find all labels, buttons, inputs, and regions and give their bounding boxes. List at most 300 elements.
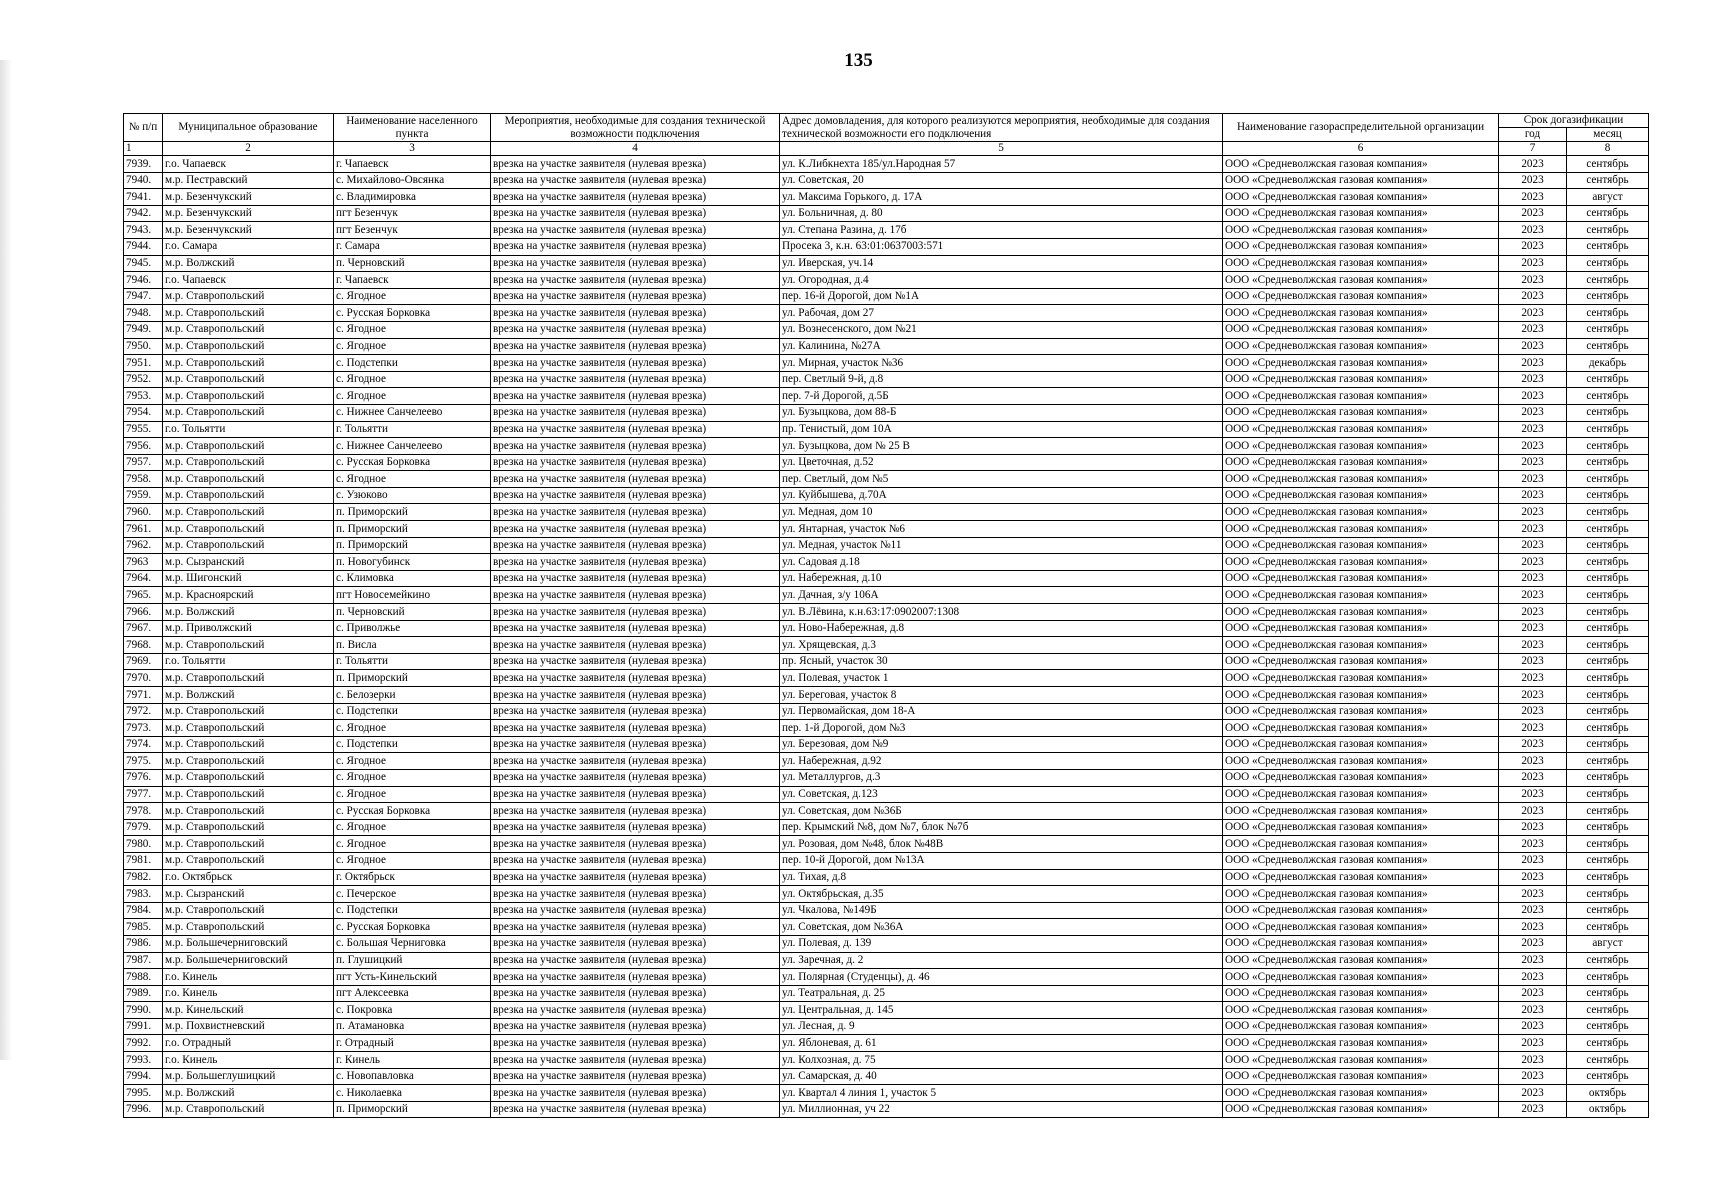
month-cell: сентябрь: [1567, 1052, 1649, 1069]
municipality-cell: м.р. Безенчукский: [163, 189, 334, 206]
month-cell: сентябрь: [1567, 487, 1649, 504]
organization-cell: ООО «Средневолжская газовая компания»: [1223, 321, 1499, 338]
scan-edge-shadow: [0, 60, 12, 1060]
gasification-table: [123, 113, 1649, 1118]
address-cell: ул. Первомайская, дом 18-А: [780, 703, 1223, 720]
municipality-cell: м.р. Ставропольский: [163, 438, 334, 455]
row-number: 7949.: [124, 321, 163, 338]
settlement-cell: п. Приморский: [334, 537, 491, 554]
row-number: 7972.: [124, 703, 163, 720]
settlement-cell: пгт Усть-Кинельский: [334, 969, 491, 986]
address-cell: ул. Металлургов, д.3: [780, 769, 1223, 786]
organization-cell: ООО «Средневолжская газовая компания»: [1223, 421, 1499, 438]
municipality-cell: м.р. Ставропольский: [163, 670, 334, 687]
column-number: 4: [491, 142, 780, 156]
organization-cell: ООО «Средневолжская газовая компания»: [1223, 852, 1499, 869]
measure-cell: врезка на участке заявителя (нулевая врезка): [491, 985, 780, 1002]
settlement-cell: пгт Безенчук: [334, 205, 491, 222]
page-number: 135: [844, 50, 873, 71]
row-number: 7967.: [124, 620, 163, 637]
month-cell: август: [1567, 935, 1649, 952]
municipality-cell: м.р. Ставропольский: [163, 454, 334, 471]
municipality-cell: м.р. Волжский: [163, 1085, 334, 1102]
month-cell: сентябрь: [1567, 620, 1649, 637]
measure-cell: врезка на участке заявителя (нулевая врезка): [491, 404, 780, 421]
settlement-cell: с. Михайлово-Овсянка: [334, 172, 491, 189]
organization-cell: ООО «Средневолжская газовая компания»: [1223, 736, 1499, 753]
year-cell: 2023: [1499, 886, 1567, 903]
table-row: [124, 703, 1649, 720]
settlement-cell: с. Покровка: [334, 1002, 491, 1019]
municipality-cell: м.р. Большеглушицкий: [163, 1068, 334, 1085]
measure-cell: врезка на участке заявителя (нулевая врезка): [491, 554, 780, 571]
settlement-cell: с. Ягодное: [334, 321, 491, 338]
month-cell: сентябрь: [1567, 803, 1649, 820]
organization-cell: ООО «Средневолжская газовая компания»: [1223, 670, 1499, 687]
organization-cell: ООО «Средневолжская газовая компания»: [1223, 371, 1499, 388]
settlement-cell: с. Новопавловка: [334, 1068, 491, 1085]
year-cell: 2023: [1499, 670, 1567, 687]
month-cell: август: [1567, 189, 1649, 206]
address-cell: пер. 1-й Дорогой, дом №3: [780, 720, 1223, 737]
measure-cell: врезка на участке заявителя (нулевая врезка): [491, 454, 780, 471]
address-cell: ул. Береговая, участок 8: [780, 687, 1223, 704]
year-cell: 2023: [1499, 736, 1567, 753]
measure-cell: врезка на участке заявителя (нулевая врезка): [491, 687, 780, 704]
measure-cell: врезка на участке заявителя (нулевая врезка): [491, 952, 780, 969]
measure-cell: врезка на участке заявителя (нулевая врезка): [491, 471, 780, 488]
organization-cell: ООО «Средневолжская газовая компания»: [1223, 537, 1499, 554]
table-row: [124, 421, 1649, 438]
year-cell: 2023: [1499, 653, 1567, 670]
organization-cell: ООО «Средневолжская газовая компания»: [1223, 803, 1499, 820]
address-cell: пер. 7-й Дорогой, д.5Б: [780, 388, 1223, 405]
year-cell: 2023: [1499, 836, 1567, 853]
measure-cell: врезка на участке заявителя (нулевая врезка): [491, 969, 780, 986]
address-cell: ул. Лесная, д. 9: [780, 1018, 1223, 1035]
header-deadline: Срок догазификации: [1499, 114, 1649, 128]
table-row: [124, 769, 1649, 786]
month-cell: сентябрь: [1567, 272, 1649, 289]
row-number: 7948.: [124, 305, 163, 322]
organization-cell: ООО «Средневолжская газовая компания»: [1223, 156, 1499, 173]
year-cell: 2023: [1499, 1002, 1567, 1019]
header-month: месяц: [1567, 128, 1649, 142]
municipality-cell: м.р. Ставропольский: [163, 753, 334, 770]
organization-cell: ООО «Средневолжская газовая компания»: [1223, 902, 1499, 919]
address-cell: ул. Янтарная, участок №6: [780, 521, 1223, 538]
address-cell: ул. Заречная, д. 2: [780, 952, 1223, 969]
organization-cell: ООО «Средневолжская газовая компания»: [1223, 604, 1499, 621]
measure-cell: врезка на участке заявителя (нулевая врезка): [491, 753, 780, 770]
column-number: 3: [334, 142, 491, 156]
municipality-cell: м.р. Ставропольский: [163, 836, 334, 853]
table-row: [124, 156, 1649, 173]
table-row: [124, 753, 1649, 770]
settlement-cell: с. Большая Черниговка: [334, 935, 491, 952]
year-cell: 2023: [1499, 803, 1567, 820]
organization-cell: ООО «Средневолжская газовая компания»: [1223, 637, 1499, 654]
address-cell: ул. Советская, д.123: [780, 786, 1223, 803]
table-row: [124, 521, 1649, 538]
year-cell: 2023: [1499, 421, 1567, 438]
settlement-cell: пгт Безенчук: [334, 222, 491, 239]
row-number: 7980.: [124, 836, 163, 853]
table-row: [124, 471, 1649, 488]
municipality-cell: м.р. Большечерниговский: [163, 952, 334, 969]
settlement-cell: пгт Алексеевка: [334, 985, 491, 1002]
year-cell: 2023: [1499, 620, 1567, 637]
column-number: 6: [1223, 142, 1499, 156]
settlement-cell: г. Чапаевск: [334, 272, 491, 289]
month-cell: сентябрь: [1567, 786, 1649, 803]
address-cell: ул. Советская, дом №36Б: [780, 803, 1223, 820]
settlement-cell: с. Узюково: [334, 487, 491, 504]
address-cell: ул. Чкалова, №149Б: [780, 902, 1223, 919]
address-cell: пер. 16-й Дорогой, дом №1А: [780, 288, 1223, 305]
municipality-cell: м.р. Ставропольский: [163, 637, 334, 654]
month-cell: сентябрь: [1567, 653, 1649, 670]
municipality-cell: м.р. Ставропольский: [163, 769, 334, 786]
address-cell: ул. Советская, 20: [780, 172, 1223, 189]
settlement-cell: п. Черновский: [334, 604, 491, 621]
month-cell: сентябрь: [1567, 255, 1649, 272]
organization-cell: ООО «Средневолжская газовая компания»: [1223, 1068, 1499, 1085]
row-number: 7941.: [124, 189, 163, 206]
organization-cell: ООО «Средневолжская газовая компания»: [1223, 521, 1499, 538]
measure-cell: врезка на участке заявителя (нулевая врезка): [491, 1101, 780, 1118]
municipality-cell: м.р. Безенчукский: [163, 205, 334, 222]
year-cell: 2023: [1499, 156, 1567, 173]
month-cell: сентябрь: [1567, 570, 1649, 587]
row-number: 7966.: [124, 604, 163, 621]
month-cell: сентябрь: [1567, 703, 1649, 720]
measure-cell: врезка на участке заявителя (нулевая врезка): [491, 1035, 780, 1052]
row-number: 7975.: [124, 753, 163, 770]
settlement-cell: с. Подстепки: [334, 736, 491, 753]
month-cell: сентябрь: [1567, 222, 1649, 239]
table-row: [124, 288, 1649, 305]
organization-cell: ООО «Средневолжская газовая компания»: [1223, 355, 1499, 372]
year-cell: 2023: [1499, 969, 1567, 986]
settlement-cell: п. Приморский: [334, 1101, 491, 1118]
measure-cell: врезка на участке заявителя (нулевая врезка): [491, 504, 780, 521]
settlement-cell: с. Подстепки: [334, 902, 491, 919]
year-cell: 2023: [1499, 438, 1567, 455]
address-cell: пер. 10-й Дорогой, дом №13А: [780, 852, 1223, 869]
month-cell: сентябрь: [1567, 670, 1649, 687]
row-number: 7971.: [124, 687, 163, 704]
organization-cell: ООО «Средневолжская газовая компания»: [1223, 404, 1499, 421]
address-cell: ул. Полевая, д. 139: [780, 935, 1223, 952]
municipality-cell: м.р. Кинельский: [163, 1002, 334, 1019]
settlement-cell: с. Ягодное: [334, 836, 491, 853]
address-cell: пр. Тенистый, дом 10А: [780, 421, 1223, 438]
month-cell: сентябрь: [1567, 985, 1649, 1002]
address-cell: ул. Калинина, №27А: [780, 338, 1223, 355]
settlement-cell: с. Ягодное: [334, 288, 491, 305]
month-cell: сентябрь: [1567, 736, 1649, 753]
table-row: [124, 1052, 1649, 1069]
address-cell: ул. Бузыцкова, дом 88-Б: [780, 404, 1223, 421]
month-cell: сентябрь: [1567, 537, 1649, 554]
month-cell: сентябрь: [1567, 454, 1649, 471]
month-cell: сентябрь: [1567, 172, 1649, 189]
table-row: [124, 969, 1649, 986]
row-number: 7995.: [124, 1085, 163, 1102]
year-cell: 2023: [1499, 321, 1567, 338]
header-year: год: [1499, 128, 1567, 142]
row-number: 7952.: [124, 371, 163, 388]
municipality-cell: г.о. Кинель: [163, 1052, 334, 1069]
settlement-cell: с. Ягодное: [334, 753, 491, 770]
measure-cell: врезка на участке заявителя (нулевая врезка): [491, 935, 780, 952]
measure-cell: врезка на участке заявителя (нулевая врезка): [491, 786, 780, 803]
address-cell: ул. Ново-Набережная, д.8: [780, 620, 1223, 637]
settlement-cell: п. Атамановка: [334, 1018, 491, 1035]
organization-cell: ООО «Средневолжская газовая компания»: [1223, 935, 1499, 952]
row-number: 7953.: [124, 388, 163, 405]
measure-cell: врезка на участке заявителя (нулевая врезка): [491, 321, 780, 338]
column-number: 8: [1567, 142, 1649, 156]
table-row: [124, 570, 1649, 587]
row-number: 7977.: [124, 786, 163, 803]
settlement-cell: п. Приморский: [334, 504, 491, 521]
month-cell: сентябрь: [1567, 421, 1649, 438]
measure-cell: врезка на участке заявителя (нулевая врезка): [491, 272, 780, 289]
month-cell: сентябрь: [1567, 404, 1649, 421]
address-cell: ул. Театральная, д. 25: [780, 985, 1223, 1002]
settlement-cell: г. Самара: [334, 238, 491, 255]
settlement-cell: с. Николаевка: [334, 1085, 491, 1102]
row-number: 7989.: [124, 985, 163, 1002]
month-cell: сентябрь: [1567, 156, 1649, 173]
row-number: 7955.: [124, 421, 163, 438]
year-cell: 2023: [1499, 172, 1567, 189]
month-cell: сентябрь: [1567, 305, 1649, 322]
organization-cell: ООО «Средневолжская газовая компания»: [1223, 205, 1499, 222]
organization-cell: ООО «Средневолжская газовая компания»: [1223, 1052, 1499, 1069]
address-cell: ул. Набережная, д.92: [780, 753, 1223, 770]
year-cell: 2023: [1499, 189, 1567, 206]
year-cell: 2023: [1499, 919, 1567, 936]
header-number: № п/п: [124, 114, 163, 142]
table-row: [124, 1002, 1649, 1019]
year-cell: 2023: [1499, 1035, 1567, 1052]
settlement-cell: с. Климовка: [334, 570, 491, 587]
year-cell: 2023: [1499, 305, 1567, 322]
table-row: [124, 222, 1649, 239]
municipality-cell: м.р. Ставропольский: [163, 388, 334, 405]
year-cell: 2023: [1499, 869, 1567, 886]
measure-cell: врезка на участке заявителя (нулевая врезка): [491, 587, 780, 604]
settlement-cell: г. Тольятти: [334, 421, 491, 438]
row-number: 7986.: [124, 935, 163, 952]
year-cell: 2023: [1499, 720, 1567, 737]
measure-cell: врезка на участке заявителя (нулевая врезка): [491, 305, 780, 322]
table-row: [124, 1018, 1649, 1035]
address-cell: ул. Яблоневая, д. 61: [780, 1035, 1223, 1052]
year-cell: 2023: [1499, 1101, 1567, 1118]
municipality-cell: м.р. Ставропольский: [163, 305, 334, 322]
address-cell: ул. Цветочная, д.52: [780, 454, 1223, 471]
measure-cell: врезка на участке заявителя (нулевая врезка): [491, 653, 780, 670]
year-cell: 2023: [1499, 454, 1567, 471]
municipality-cell: м.р. Красноярский: [163, 587, 334, 604]
municipality-cell: м.р. Ставропольский: [163, 288, 334, 305]
measure-cell: врезка на участке заявителя (нулевая врезка): [491, 487, 780, 504]
year-cell: 2023: [1499, 404, 1567, 421]
table-row: [124, 1035, 1649, 1052]
municipality-cell: м.р. Волжский: [163, 604, 334, 621]
month-cell: сентябрь: [1567, 969, 1649, 986]
year-cell: 2023: [1499, 819, 1567, 836]
month-cell: сентябрь: [1567, 769, 1649, 786]
row-number: 7970.: [124, 670, 163, 687]
year-cell: 2023: [1499, 521, 1567, 538]
measure-cell: врезка на участке заявителя (нулевая врезка): [491, 288, 780, 305]
year-cell: 2023: [1499, 1068, 1567, 1085]
column-number: 2: [163, 142, 334, 156]
measure-cell: врезка на участке заявителя (нулевая врезка): [491, 1018, 780, 1035]
organization-cell: ООО «Средневолжская газовая компания»: [1223, 1085, 1499, 1102]
month-cell: сентябрь: [1567, 720, 1649, 737]
month-cell: сентябрь: [1567, 753, 1649, 770]
table-row: [124, 371, 1649, 388]
organization-cell: ООО «Средневолжская газовая компания»: [1223, 255, 1499, 272]
table-row: [124, 670, 1649, 687]
month-cell: сентябрь: [1567, 388, 1649, 405]
municipality-cell: м.р. Ставропольский: [163, 720, 334, 737]
table-row: [124, 1101, 1649, 1118]
row-number: 7957.: [124, 454, 163, 471]
address-cell: ул. Березовая, дом №9: [780, 736, 1223, 753]
table-row: [124, 852, 1649, 869]
year-cell: 2023: [1499, 205, 1567, 222]
address-cell: ул. Медная, участок №11: [780, 537, 1223, 554]
organization-cell: ООО «Средневолжская газовая компания»: [1223, 1101, 1499, 1118]
address-cell: ул. Садовая д.18: [780, 554, 1223, 571]
municipality-cell: м.р. Ставропольский: [163, 371, 334, 388]
municipality-cell: г.о. Чапаевск: [163, 156, 334, 173]
row-number: 7945.: [124, 255, 163, 272]
settlement-cell: с. Русская Борковка: [334, 919, 491, 936]
table-row: [124, 388, 1649, 405]
table-row: [124, 404, 1649, 421]
address-cell: ул. К.Либкнехта 185/ул.Народная 57: [780, 156, 1223, 173]
settlement-cell: с. Ягодное: [334, 371, 491, 388]
year-cell: 2023: [1499, 786, 1567, 803]
organization-cell: ООО «Средневолжская газовая компания»: [1223, 869, 1499, 886]
table-row: [124, 653, 1649, 670]
organization-cell: ООО «Средневолжская газовая компания»: [1223, 769, 1499, 786]
table-row: [124, 238, 1649, 255]
measure-cell: врезка на участке заявителя (нулевая врезка): [491, 570, 780, 587]
table-row: [124, 1085, 1649, 1102]
address-cell: ул. Больничная, д. 80: [780, 205, 1223, 222]
measure-cell: врезка на участке заявителя (нулевая врезка): [491, 421, 780, 438]
year-cell: 2023: [1499, 355, 1567, 372]
address-cell: ул. Полярная (Студенцы), д. 46: [780, 969, 1223, 986]
municipality-cell: м.р. Ставропольский: [163, 355, 334, 372]
settlement-cell: г. Кинель: [334, 1052, 491, 1069]
address-cell: ул. Рабочая, дом 27: [780, 305, 1223, 322]
address-cell: ул. Тихая, д.8: [780, 869, 1223, 886]
address-cell: ул. Самарская, д. 40: [780, 1068, 1223, 1085]
table-row: [124, 554, 1649, 571]
table-row: [124, 205, 1649, 222]
address-cell: пер. Крымский №8, дом №7, блок №7б: [780, 819, 1223, 836]
year-cell: 2023: [1499, 570, 1567, 587]
row-number: 7946.: [124, 272, 163, 289]
month-cell: сентябрь: [1567, 1035, 1649, 1052]
settlement-cell: с. Нижнее Санчелеево: [334, 438, 491, 455]
table-row: [124, 355, 1649, 372]
table-row: [124, 454, 1649, 471]
settlement-cell: п. Приморский: [334, 521, 491, 538]
address-cell: ул. Колхозная, д. 75: [780, 1052, 1223, 1069]
municipality-cell: г.о. Октябрьск: [163, 869, 334, 886]
row-number: 7947.: [124, 288, 163, 305]
settlement-cell: с. Русская Борковка: [334, 454, 491, 471]
measure-cell: врезка на участке заявителя (нулевая врезка): [491, 852, 780, 869]
row-number: 7965.: [124, 587, 163, 604]
municipality-cell: м.р. Ставропольский: [163, 919, 334, 936]
settlement-cell: с. Печерское: [334, 886, 491, 903]
table-row: [124, 504, 1649, 521]
table-row: [124, 438, 1649, 455]
municipality-cell: м.р. Сызранский: [163, 554, 334, 571]
measure-cell: врезка на участке заявителя (нулевая врезка): [491, 338, 780, 355]
row-number: 7974.: [124, 736, 163, 753]
organization-cell: ООО «Средневолжская газовая компания»: [1223, 1002, 1499, 1019]
municipality-cell: г.о. Самара: [163, 238, 334, 255]
table-row: [124, 985, 1649, 1002]
measure-cell: врезка на участке заявителя (нулевая врезка): [491, 1085, 780, 1102]
month-cell: сентябрь: [1567, 869, 1649, 886]
address-cell: ул. Квартал 4 линия 1, участок 5: [780, 1085, 1223, 1102]
measure-cell: врезка на участке заявителя (нулевая врезка): [491, 604, 780, 621]
organization-cell: ООО «Средневолжская газовая компания»: [1223, 189, 1499, 206]
organization-cell: ООО «Средневолжская газовая компания»: [1223, 454, 1499, 471]
settlement-cell: с. Ягодное: [334, 852, 491, 869]
measure-cell: врезка на участке заявителя (нулевая врезка): [491, 902, 780, 919]
organization-cell: ООО «Средневолжская газовая компания»: [1223, 288, 1499, 305]
address-cell: ул. Медная, дом 10: [780, 504, 1223, 521]
settlement-cell: с. Подстепки: [334, 355, 491, 372]
table-body: [124, 156, 1649, 1118]
settlement-cell: пгт Новосемейкино: [334, 587, 491, 604]
year-cell: 2023: [1499, 687, 1567, 704]
settlement-cell: с. Приволжье: [334, 620, 491, 637]
table-row: [124, 587, 1649, 604]
settlement-cell: с. Нижнее Санчелеево: [334, 404, 491, 421]
municipality-cell: м.р. Ставропольский: [163, 786, 334, 803]
month-cell: сентябрь: [1567, 1068, 1649, 1085]
table-row: [124, 869, 1649, 886]
row-number: 7990.: [124, 1002, 163, 1019]
year-cell: 2023: [1499, 504, 1567, 521]
municipality-cell: м.р. Ставропольский: [163, 338, 334, 355]
address-cell: ул. Степана Разина, д. 17б: [780, 222, 1223, 239]
header-municipality: Муниципальное образование: [163, 114, 334, 142]
municipality-cell: м.р. Ставропольский: [163, 321, 334, 338]
table-row: [124, 836, 1649, 853]
table-row: [124, 786, 1649, 803]
table-row: [124, 620, 1649, 637]
row-number: 7973.: [124, 720, 163, 737]
table-row: [124, 255, 1649, 272]
